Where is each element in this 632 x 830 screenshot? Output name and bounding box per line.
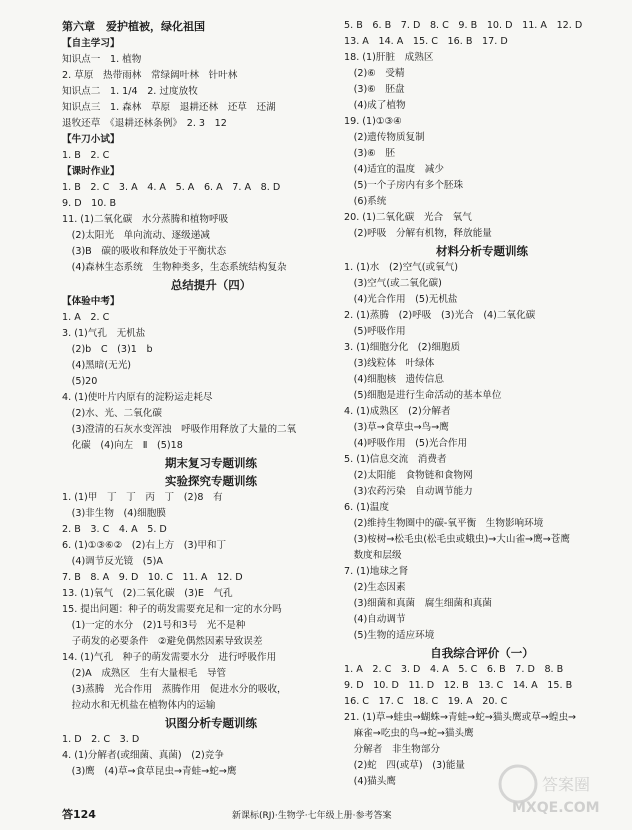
answer-line: 9. D 10. B: [62, 198, 117, 209]
answer-line: 拉动水和无机盐在植物体内的运输: [62, 700, 216, 711]
subsection-label: 【课时作业】: [62, 166, 120, 177]
answer-line: (5)20: [62, 376, 98, 387]
answer-line: 1. A 2. C 3. D 4. A 5. C 6. B 7. D 8. B: [344, 664, 564, 675]
answer-line: (4)成了植物: [344, 100, 406, 111]
answer-line: (2)太阳能 食物链和食物网: [344, 470, 473, 481]
answer-line: (3)⑥ 胚: [344, 148, 395, 159]
answer-line: (2)生态因素: [344, 582, 406, 593]
answer-line: 13. A 14. A 15. C 16. B 17. D: [344, 36, 508, 47]
answer-line: (4)光合作用 (5)无机盐: [344, 294, 458, 305]
answer-line: (5)一个子房内有多个胚珠: [344, 180, 464, 191]
answer-line: 5. (1)信息交流 消费者: [344, 454, 447, 465]
answer-line: (2)蛇 四(或草) (3)能量: [344, 760, 466, 771]
answer-line: 2. (1)蒸腾 (2)呼吸 (3)光合 (4)二氧化碳: [344, 310, 536, 321]
answer-line: (3)桉树→松毛虫(松毛虫或蛾虫)→大山雀→鹰→苍鹰: [344, 534, 570, 545]
answer-line: (2)遗传物质复制: [344, 132, 425, 143]
left-column: [62, 18, 360, 780]
answer-line: 15. 提出问题：种子的萌发需要充足和一定的水分吗: [62, 604, 282, 615]
answer-line: (3)线粒体 叶绿体: [344, 358, 435, 369]
answer-line: 麻雀→吃虫的鸟→蛇→猫头鹰: [344, 728, 474, 739]
answer-line: 5. B 6. B 7. D 8. C 9. B 10. D 11. A 12. D: [344, 20, 583, 31]
answer-line: (5)呼吸作用: [344, 326, 406, 337]
answer-line: (4)猫头鹰: [344, 776, 396, 787]
answer-line: (3)非生物 (4)细胞膜: [62, 508, 166, 519]
answer-line: 退牧还草 《退耕还林条例》 2. 3 12: [62, 118, 227, 129]
answer-line: (2)A 成熟区 生有大量根毛 导管: [62, 668, 227, 679]
section-heading: 材料分析专题训练: [436, 244, 528, 258]
answer-line: (5)细胞是进行生命活动的基本单位: [344, 390, 502, 401]
section-heading: 总结提升（四）: [170, 278, 252, 292]
answer-line: (2)水、光、二氧化碳: [62, 408, 162, 419]
answer-line: 9. D 10. D 11. D 12. B 13. C 14. A 15. B: [344, 680, 573, 691]
answer-line: 16. C 17. C 18. C 19. A 20. C: [344, 696, 508, 707]
answer-line: 2. 草原 热带雨林 常绿阔叶林 针叶林: [62, 70, 238, 81]
section-heading: 自我综合评价（一）: [430, 646, 534, 660]
answer-line: 19. (1)①③④: [344, 116, 402, 127]
answer-line: (1)一定的水分 (2)1号和3号 光不是种: [62, 620, 246, 631]
answer-line: 11. (1)二氧化碳 水分蒸腾和植物呼吸: [62, 214, 229, 225]
answer-line: (2)b C (3)1 b: [62, 344, 153, 355]
answer-line: (2)太阳光 单向流动、逐级递减: [62, 230, 210, 241]
page-number: 答124: [62, 808, 96, 821]
answer-line: (2)维持生物圈中的碳-氧平衡 生物影响环境: [344, 518, 544, 529]
answer-line: (4)细胞核 遗传信息: [344, 374, 444, 385]
subsection-label: 【体验中考】: [62, 296, 120, 307]
answer-line: 1. (1)甲 丁 丁 丙 丁 (2)8 有: [62, 492, 223, 503]
svg-text:MXQE.COM: MXQE.COM: [512, 800, 600, 816]
answer-line: 6. (1)①③⑥② (2)右上方 (3)甲和丁: [62, 540, 227, 551]
answer-line: 13. (1)氧气 (2)二氧化碳 (3)E 气孔: [62, 588, 233, 599]
answer-line: 分解者 非生物部分: [344, 744, 440, 755]
answer-line: 6. (1)温度: [344, 502, 389, 513]
answer-line: 1. B 2. C 3. A 4. A 5. A 6. A 7. A 8. D: [62, 182, 281, 193]
answer-line: 子萌发的必要条件 ②避免偶然因素导致误差: [62, 636, 263, 647]
answer-line: (3)蒸腾 光合作用 蒸腾作用 促进水分的吸收，: [62, 684, 287, 695]
svg-text:答案圈: 答案圈: [542, 775, 591, 794]
answer-line: 3. (1)细胞分化 (2)细胞质: [344, 342, 461, 353]
answer-line: 知识点三 1. 森林 草原 退耕还林 还草 还湖: [62, 102, 276, 113]
answer-line: (6)系统: [344, 196, 387, 207]
right-column: [344, 18, 620, 790]
answer-line: (3)澄清的石灰水变浑浊 呼吸作用释放了大量的二氧: [62, 424, 297, 435]
answer-line: 3. (1)气孔 无机盐: [62, 328, 146, 339]
answer-line: 18. (1)肝脏 成熟区: [344, 52, 434, 63]
answer-line: 4. (1)成熟区 (2)分解者: [344, 406, 451, 417]
subsection-label: 【自主学习】: [62, 38, 120, 49]
answer-line: 4. (1)使叶片内原有的淀粉运走耗尽: [62, 392, 213, 403]
answer-line: 7. (1)地球之肾: [344, 566, 409, 577]
answer-line: (3)鹰 (4)草→食草昆虫→青蛙→蛇→鹰: [62, 766, 237, 777]
section-heading: 第六章 爱护植被，绿化祖国: [62, 20, 205, 33]
section-heading: 识图分析专题训练: [165, 716, 257, 730]
section-heading: 期末复习专题训练: [165, 456, 257, 470]
answer-line: 20. (1)二氧化碳 光合 氧气: [344, 212, 472, 223]
answer-line: 4. (1)分解者(或细菌、真菌) (2)竞争: [62, 750, 224, 761]
answer-line: (2)呼吸 分解有机物，释放能量: [344, 228, 492, 239]
answer-line: (5)生物的适应环境: [344, 630, 435, 641]
watermark-logo: [492, 762, 622, 818]
answer-line: 2. B 3. C 4. A 5. D: [62, 524, 167, 535]
answer-line: (3)B 碳的吸收和释放处于平衡状态: [62, 246, 227, 257]
answer-line: (4)森林生态系统 生物种类多，生态系统结构复杂: [62, 262, 287, 273]
answer-line: 1. B 2. C: [62, 150, 110, 161]
answer-line: (3)草→食草虫→鸟→鹰: [344, 422, 449, 433]
answer-line: (2)⑥ 受精: [344, 68, 405, 79]
answer-line: (4)调节反光镜 (5)A: [62, 556, 163, 567]
answer-line: 21. (1)草→蛙虫→蝴蛛→青蛙→蛇→猫头鹰或草→蝗虫→: [344, 712, 577, 723]
answer-line: 1. A 2. C: [62, 312, 110, 323]
answer-line: 1. D 2. C 3. D: [62, 734, 140, 745]
footer-source: 新课标(RJ)·生物学·七年级上册·参考答案: [232, 811, 392, 821]
answer-line: (4)自动调节: [344, 614, 406, 625]
answer-line: 1. (1)水 (2)空气(或氧气): [344, 262, 459, 273]
answer-line: 7. B 8. A 9. D 10. C 11. A 12. D: [62, 572, 243, 583]
answer-line: 数度和层级: [344, 550, 402, 561]
answer-line: (4)适宜的温度 减少: [344, 164, 444, 175]
answer-line: 知识点二 1. 1/4 2. 过度放牧: [62, 86, 198, 97]
answer-line: (3)空气(或二氧化碳): [344, 278, 442, 289]
answer-line: (4)呼吸作用 (5)光合作用: [344, 438, 468, 449]
answer-line: 14. (1)气孔 种子的萌发需要水分 进行呼吸作用: [62, 652, 277, 663]
subsection-label: 【牛刀小试】: [62, 134, 120, 145]
answer-line: (3)农药污染 自动调节能力: [344, 486, 473, 497]
answer-line: (3)⑥ 胚盘: [344, 84, 405, 95]
answer-line: (4)黑暗(无光): [62, 360, 132, 371]
answer-line: 知识点一 1. 植物: [62, 54, 142, 65]
section-heading: 实验探究专题训练: [165, 474, 257, 488]
answer-line: 化碳 (4)向左 Ⅱ (5)18: [62, 440, 183, 451]
answer-line: (3)细菌和真菌 腐生细菌和真菌: [344, 598, 492, 609]
